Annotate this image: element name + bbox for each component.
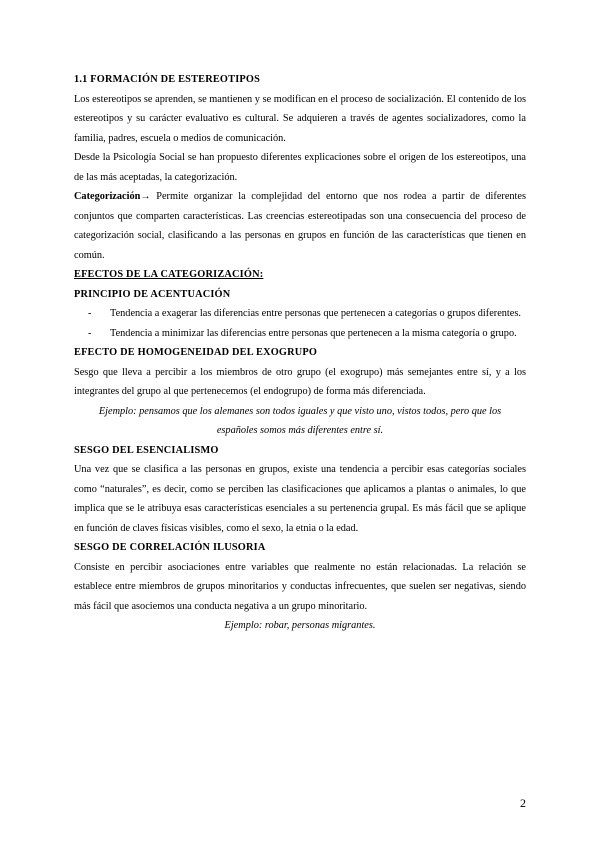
example-correlacion: Ejemplo: robar, personas migrantes.	[224, 620, 376, 631]
list-item: - Tendencia a exagerar las diferencias entre personas que pertenecen a categorías o grupos diferentes.	[110, 304, 526, 324]
example-homogeneidad: Ejemplo: pensamos que los alemanes son todos iguales y que visto uno, vistos todos, pero que los españoles somos más diferentes entre sí.	[98, 405, 502, 436]
arrow-glyph: →	[140, 191, 151, 202]
heading-esencialismo: SESGO DEL ESENCIALISMO	[74, 444, 219, 456]
heading-correlacion: SESGO DE CORRELACIÓN ILUSORIA	[74, 542, 266, 553]
list-item: - Tendencia a minimizar las diferencias entre personas que pertenecen a la misma categoría o grupo.	[110, 324, 526, 344]
heading-homogeneidad: EFECTO DE HOMOGENEIDAD DEL EXOGRUPO	[74, 347, 318, 358]
heading-acentuacion: PRINCIPIO DE ACENTUACIÓN	[74, 288, 231, 300]
page-number: 2	[520, 796, 526, 810]
paragraph-categorizacion	[74, 187, 526, 265]
paragraph-esencialismo: Una vez que se clasifica a las personas en grupos, existe una tendencia a percibir esas categorías sociales como “naturales”, es decir, como se perciben las clasificaciones que aplicamos a plantas o animales, lo que implica que se le atribuya esas características esenciales a su pertenencia grupal. Es más fácil que se aplique en función de claves físicas visibles, como el sexo, la etnia o la edad.	[74, 464, 526, 534]
heading-efectos: EFECTOS DE LA CATEGORIZACIÓN:	[74, 269, 264, 280]
section-heading: 1.1 FORMACIÓN DE ESTEREOTIPOS	[74, 74, 261, 85]
page-content	[74, 70, 526, 636]
definition-categorizacion: Permite organizar la complejidad del entorno que nos rodea a partir de diferentes conjuntos que comparten características. Las creencias estereotipadas son una consecuencia del proceso de categorización social, clasificando a las personas en grupos en función de las características que tienen en común.	[74, 191, 526, 261]
paragraph-homogeneidad: Sesgo que lleva a percibir a los miembros de otro grupo (el exogrupo) más semejantes entre sí, y a los integrantes del grupo al que pertenecemos (el endogrupo) de forma más diferenciada.	[74, 366, 526, 397]
paragraph-socializacion: Los estereotipos se aprenden, se mantienen y se modifican en el proceso de socialización. El contenido de los estereotipos y su carácter evaluativo es cultural. Se adquieren a través de agentes socializadores, como la familia, padres, escuela o medios de comunicación.	[74, 93, 526, 144]
paragraph-origen: Desde la Psicología Social se han propuesto diferentes explicaciones sobre el origen de los estereotipos, una de las más aceptadas, la categorización.	[74, 152, 526, 183]
acentuacion-list	[74, 304, 526, 343]
paragraph-correlacion: Consiste en percibir asociaciones entre variables que realmente no están relacionadas. La relación se establece entre miembros de grupos minoritarios y conductas infrecuentes, que suelen ser negativas, siendo más fácil que asociemos una conducta negativa a un grupo minoritario.	[74, 561, 526, 612]
term-categorizacion: Categorización	[74, 191, 141, 202]
